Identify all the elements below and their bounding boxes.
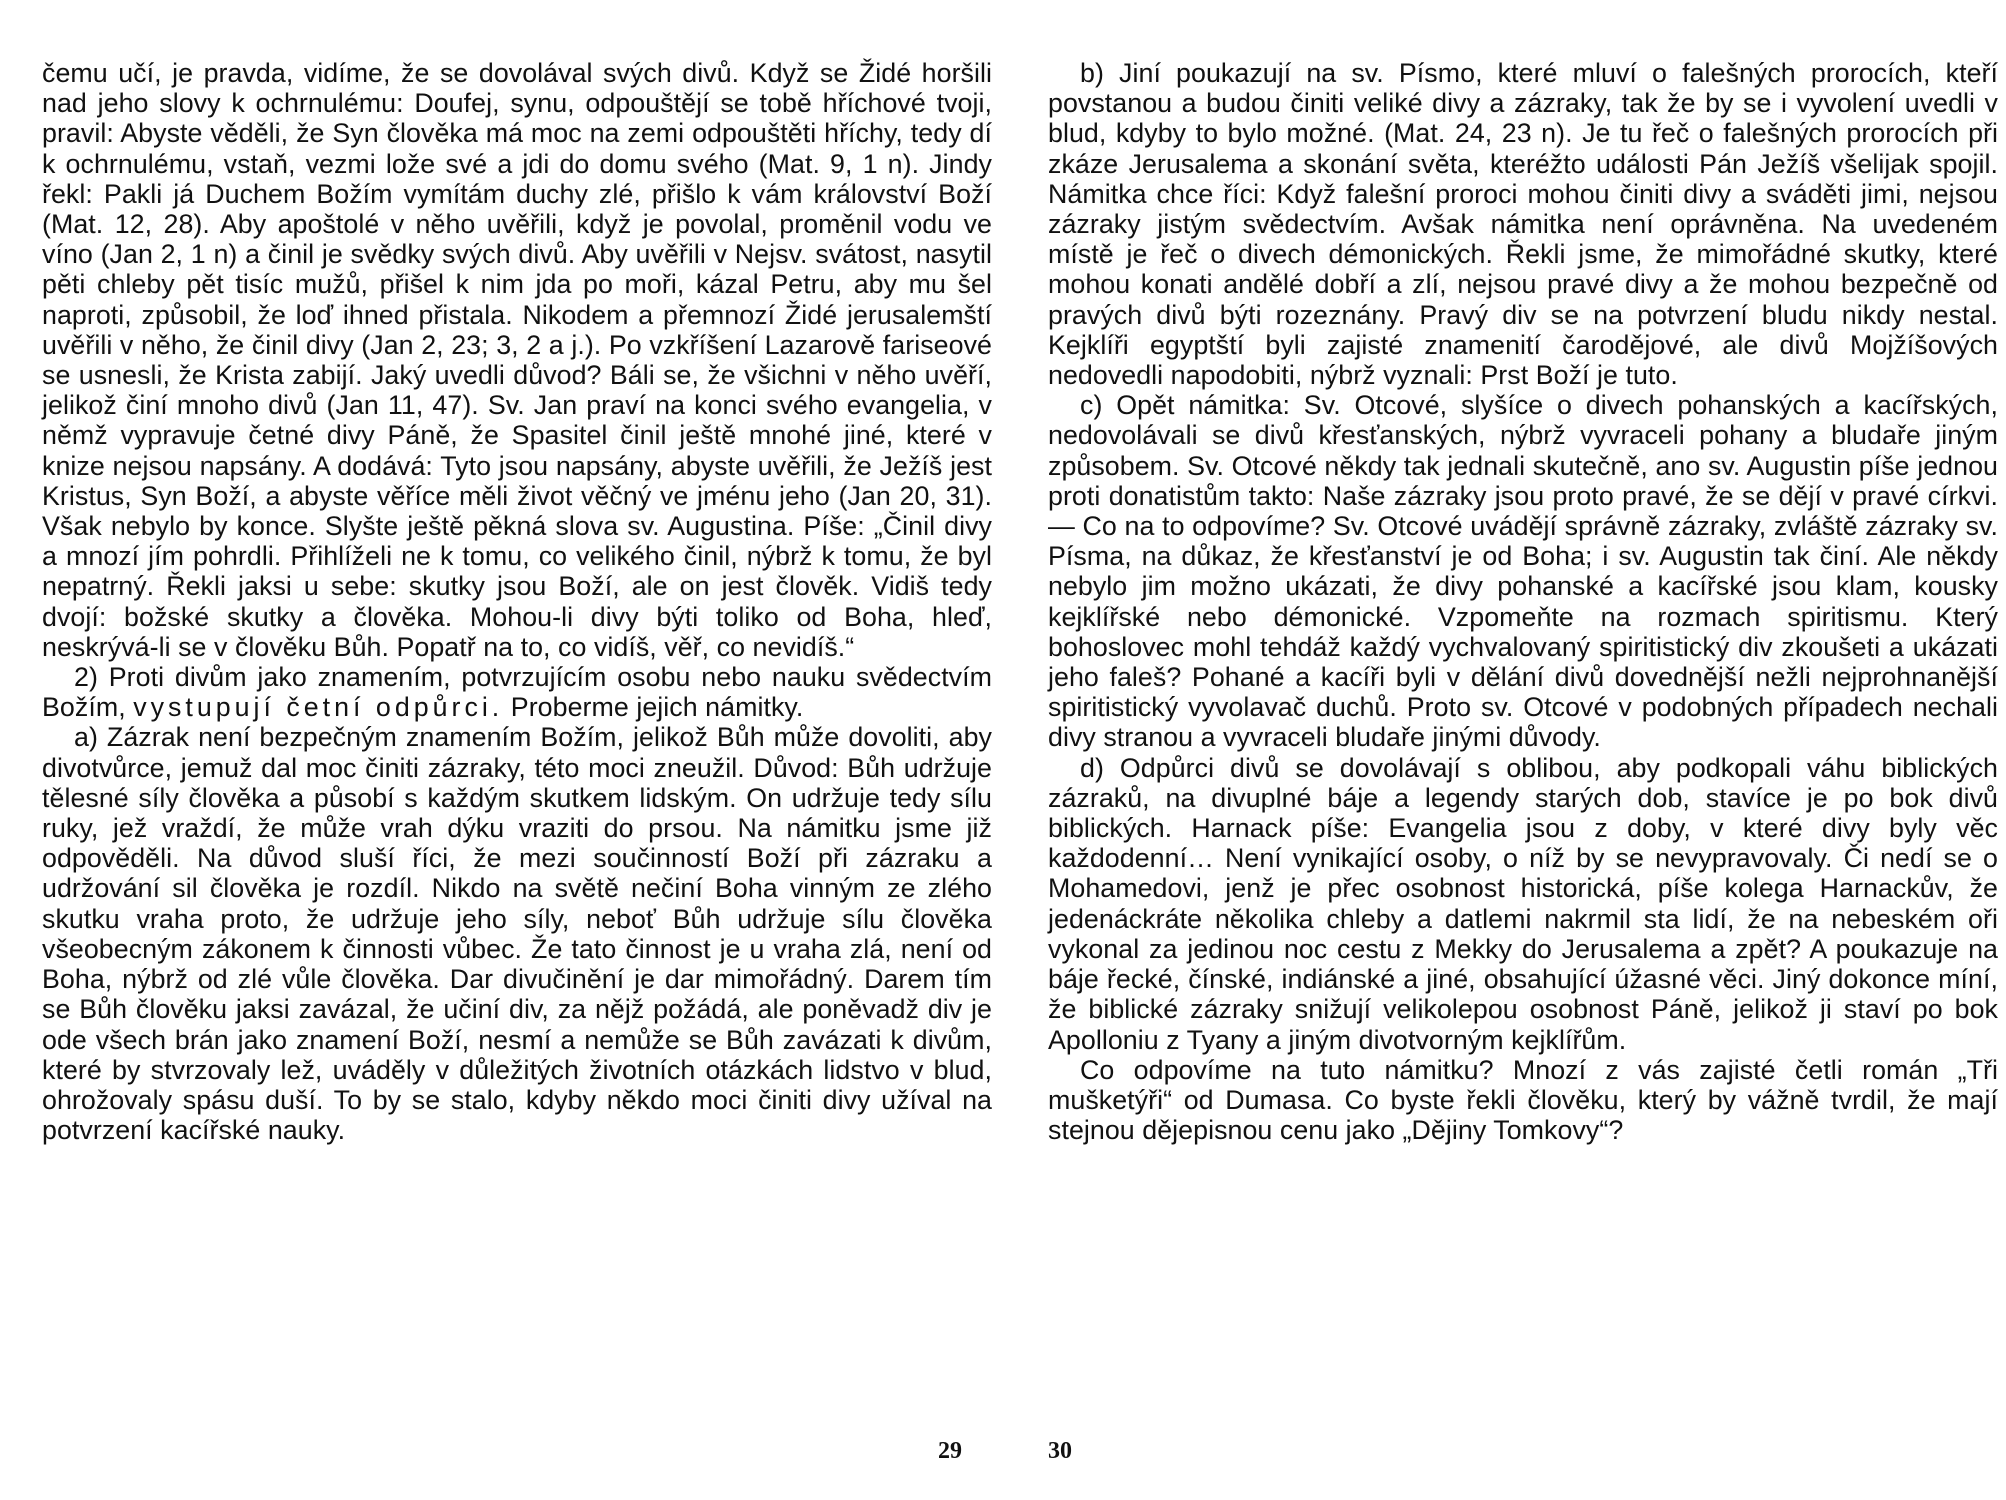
right-page-text xyxy=(1048,58,1998,1145)
left-page xyxy=(42,58,992,1438)
right-paragraph-4: Co odpovíme na tuto námitku? Mnozí z vás zajisté četli román „Tři mušketýři“ od Dumasa. Co byste řekli člověku, který by vážně tvrdil, že mají stejnou dějepisnou cenu jako „Dějiny Tomkovy“? xyxy=(1048,1054,1998,1146)
left-paragraph-2 xyxy=(42,662,992,722)
page-number-left: 29 xyxy=(938,1438,962,1464)
left-paragraph-3: a) Zázrak není bezpečným znamením Božím, jelikož Bůh může dovoliti, aby divotvůrce, jemuž dal moc činiti zázraky, této moci zneužil. Důvod: Bůh udržuje tělesné síly člověka a působí s každým skutkem lidským. On udržuje tedy sílu ruky, jež vraždí, že může vrah dýku vraziti do prsou. Na námitku jsme již odpověděli. Na důvod sluší říci, že mezi součinností Boží při zázraku a udržování sil člověka je rozdíl. Nikdo na světě nečiní Boha vinným ze zlého skutku vraha proto, že udržuje jeho síly, neboť Bůh udržuje sílu člověka všeobecným zákonem k činnosti vůbec. Že tato činnost je u vraha zlá, není od Boha, nýbrž od zlé vůle člověka. Dar divučinění je dar mimořádný. Darem tím se Bůh člověku jaksi zavázal, že učiní div, za nějž požádá, ale poněvadž div je ode všech brán jako znamení Boží, nesmí a nemůže se Bůh zavázati k divům, které by stvrzovaly lež, uváděly v důležitých životních otázkách lidstvo v blud, ohrožovaly spásu duší. To by se stalo, kdyby někdo moci činiti divy užíval na potvrzení kacířské nauky. xyxy=(42,722,992,1146)
left-paragraph-2-start: 2) Proti divům jako znamením, potvrzujícím osobu nebo nauku svědectvím Božím, xyxy=(42,662,992,723)
right-paragraph-2: c) Opět námitka: Sv. Otcové, slyšíce o divech pohanských a kacířských, nedovolávali se divů křesťanských, nýbrž vyvraceli pohany a bludaře jiným způsobem. Sv. Otcové někdy tak jednali skutečně, ano sv. Augustin píše jednou proti donatistům takto: Naše zázraky jsou proto pravé, že se dějí v pravé církvi. — Co na to odpovíme? Sv. Otcové uvádějí správně zázraky, zvláště zázraky sv. Písma, na důkaz, že křesťanství je od Boha; i sv. Augustin tak činí. Ale někdy nebylo jim možno ukázati, že divy pohanské a kacířské jsou klam, kousky kejklířské nebo démonické. Vzpomeňte na rozmach spiritismu. Který bohoslovec mohl tehdáž každý vychvalovaný spiritistický div zkoušeti a ukázati jeho faleš? Pohané a kacíři byli v dělání divů dovednější nežli nejprohnanější spiritistický vyvolavač duchů. Proto sv. Otcové v podobných případech nechali divy stranou a vyvraceli bludaře jinými důvody. xyxy=(1048,390,1998,753)
left-page-text xyxy=(42,58,992,1145)
right-page xyxy=(1048,58,1998,1438)
right-paragraph-1: b) Jiní poukazují na sv. Písmo, které mluví o falešných prorocích, kteří povstanou a budou činiti veliké divy a zázraky, tak že by se i vyvolení uvedli v blud, kdyby to bylo možné. (Mat. 24, 23 n). Je tu řeč o falešných prorocích při zkáze Jerusalema a skonání světa, kteréžto události Pán Ježíš všelijak spojil. Námitka chce říci: Když falešní proroci mohou činiti divy a sváděti jimi, nejsou zázraky jistým svědectvím. Avšak námitka není oprávněna. Na uvedeném místě je řeč o divech démonických. Řekli jsme, že mimořádné skutky, které mohou konati andělé dobří a zlí, nejsou pravé divy a že mohou bezpečně od pravých divů býti rozeznány. Pravý div se na potvrzení bludu nikdy nestal. Kejklíři egyptští byli zajisté znamenití čarodějové, ale divů Mojžíšových nedovedli napodobiti, nýbrž vyznali: Prst Boží je tuto. xyxy=(1048,58,1998,391)
right-paragraph-3: d) Odpůrci divů se dovolávají s oblibou, aby podkopali váhu biblických zázraků, na divuplné báje a legendy starých dob, stavíce je po bok divů biblických. Harnack píše: Evangelia jsou z doby, v které divy byly věc každodenní… Není vynikající osoby, o níž by se nevypravovaly. Či nedí se o Mohamedovi, jenž je přec osobnost historická, píše kolega Harnackův, že jedenáckráte několika chleby a datlemi nakrmil sta lidí, že na nebeském oři vykonal za jedinou noc cestu z Mekky do Jerusalema a zpět? A poukazuje na báje řecké, čínské, indiánské a jiné, obsahující úžasné věci. Jiný dokonce míní, že biblické zázraky snižují velikolepou osobnost Páně, jelikož ji staví po bok Apolloniu z Tyany a jiným divotvorným kejklířům. xyxy=(1048,752,1998,1055)
page-number-right: 30 xyxy=(1048,1438,1072,1464)
left-paragraph-1: čemu učí, je pravda, vidíme, že se dovolával svých divů. Když se Židé horšili nad jeho slovy k ochrnulému: Doufej, synu, odpouštějí se tobě hříchové tvoji, pravil: Abyste věděli, že Syn člověka má moc na zemi odpouštěti hříchy, tedy dí k ochrnulému, vstaň, vezmi lože své a jdi do domu svého (Mat. 9, 1 n). Jindy řekl: Pakli já Duchem Božím vymítám duchy zlé, přišlo k vám království Boží (Mat. 12, 28). Aby apoštolé v něho uvěřili, když je povolal, proměnil vodu ve víno (Jan 2, 1 n) a činil je svědky svých divů. Aby uvěřili v Nejsv. svátost, nasytil pěti chleby pět tisíc mužů, přišel k nim jda po moři, kázal Petru, aby mu šel naproti, způsobil, že loď ihned přistala. Nikodem a přemnozí Židé jerusalemští uvěřili v něho, že činil divy (Jan 2, 23; 3, 2 a j.). Po vzkříšení Lazarově fariseové se usnesli, že Krista zabijí. Jaký uvedli důvod? Báli se, že všichni v něho uvěří, jelikož činí mnoho divů (Jan 11, 47). Sv. Jan praví na konci svého evangelia, v němž vypravuje četné divy Páně, že Spasitel činil ještě mnohé jiné, které v knize nejsou napsány. A dodává: Tyto jsou napsány, abyste uvěřili, že Ježíš jest Kristus, Syn Boží, a abyste věříce měli život věčný ve jménu jeho (Jan 20, 31). Však nebylo by konce. Slyšte ještě pěkná slova sv. Augustina. Píše: „Činil divy a mnozí jím pohrdli. Přihlíželi ne k tomu, co velikého činil, nýbrž k tomu, že byl nepatrný. Řekli jaksi u sebe: skutky jsou Boží, ale on jest člověk. Vidiš tedy dvojí: božské skutky a člověka. Mohou-li divy býti toliko od Boha, hleď, neskrývá-li se v člověku Bůh. Popatř na to, co vidíš, věř, co nevidíš.“ xyxy=(42,58,992,662)
left-paragraph-2-emphasis: vystupují četní odpůrci. xyxy=(133,692,504,723)
left-paragraph-2-end: Proberme jejich námitky. xyxy=(510,692,804,723)
